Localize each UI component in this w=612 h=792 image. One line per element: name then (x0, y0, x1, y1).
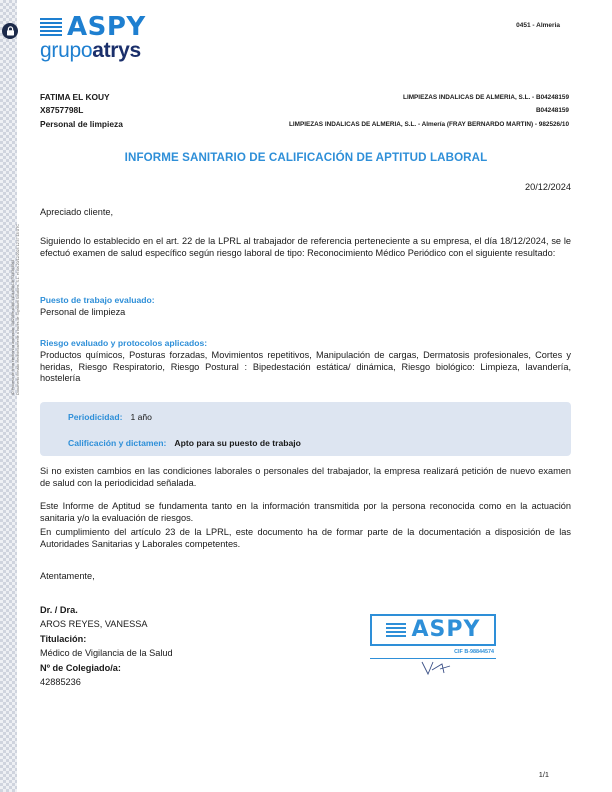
logo-group-prefix: grupo (40, 39, 93, 62)
risk-label: Riesgo evaluado y protocolos aplicados: (40, 338, 208, 348)
rating-label: Calificación y dictamen: (68, 438, 167, 448)
note-paragraph-1: Si no existen cambios en las condiciones laborales o personales del trabajador, la empresa realizará petición de nuevo examen de salud con la periodicidad señalada. (40, 466, 571, 488)
report-date: 20/12/2024 (525, 182, 571, 192)
logo-bars-icon (40, 18, 62, 36)
office-code: 0451 - Almeria (516, 22, 560, 29)
signature-process-id: ID Proceso de firma electrónica avanzada: 438235fe-a460-411d-b584-8f7f23f303063 (11, 259, 15, 395)
periodicity-row (68, 412, 152, 422)
risk-value: Productos químicos, Posturas forzadas, Movimientos repetitivos, Manipulación de cargas, Dermatosis profesionales, Cortes y heridas, Riesgo Respiratorio, Riesgo Postural : Bipedestación estática/ dinámica, Riesgo biológico: Limpieza, lavandería, hostelería (40, 350, 571, 384)
worker-position: Personal de limpieza (40, 118, 123, 129)
worker-info (40, 91, 123, 131)
company-line-1: LIMPIEZAS INDALICAS DE ALMERIA, S.L. - B04248159 (403, 94, 569, 101)
stamp-brand: ASPY (411, 617, 481, 642)
stamp-bars-icon (386, 623, 406, 637)
job-value: Personal de limpieza (40, 307, 126, 317)
company-stamp (370, 614, 496, 680)
worker-id: X8757798L (40, 105, 84, 116)
job-label: Puesto de trabajo evaluado: (40, 295, 155, 305)
periodicity-value: 1 año (130, 412, 152, 422)
signer-block (40, 603, 173, 689)
note-paragraph-3: En cumplimiento del artículo 23 de la LPRL, este documento ha de formar parte de la documentación a disposición de las Autoridades Sanitarias y Laborales competentes. (40, 527, 571, 549)
signer-degree-value: Médico de Vigilancia de la Salud (40, 648, 173, 659)
signer-college-label: Nº de Colegiado/a: (40, 662, 121, 673)
side-security-strip (0, 0, 17, 792)
greeting: Apreciado cliente, (40, 207, 114, 217)
periodicity-label: Periodicidad: (68, 412, 123, 422)
report-title: INFORME SANITARIO DE CALIFICACIÓN DE APTITUD LABORAL (124, 151, 488, 164)
page-number: 1/1 (538, 770, 549, 779)
closing: Atentamente, (40, 571, 95, 581)
rating-row (68, 438, 301, 448)
company-line-2: B04248159 (535, 107, 569, 115)
logo-group-name: atrys (92, 39, 141, 62)
result-box (40, 402, 571, 456)
logo-group (40, 40, 180, 62)
signature-provider-note: Documento firmado electrónicamente a través de Signaturit Solutions, S.L. el día 20/12/2024 12:47:18 UTC (16, 223, 20, 395)
intro-paragraph: Siguiendo lo establecido en el art. 22 de la LPRL al trabajador de referencia perteneciente a su empresa, el día 18/12/2024, se le efectuó examen de salud específico según riesgo laboral de tipo: Reconocimiento Médico Periódico con el siguiente resultado: (40, 236, 571, 258)
signer-name: AROS REYES, VANESSA (40, 619, 148, 630)
signer-college-value: 42885236 (40, 677, 81, 688)
rating-value: Apto para su puesto de trabajo (174, 438, 301, 448)
handwritten-signature (420, 658, 460, 678)
lock-icon[interactable] (2, 23, 18, 39)
company-info (289, 91, 569, 131)
note-paragraph-2: Este Informe de Aptitud se fundamenta tanto en la información transmitida por la persona reconocida como en la actuación sanitaria y/o la evaluación de riesgos. (40, 501, 571, 523)
worker-name: FATIMA EL KOUY (40, 92, 110, 102)
signer-title-label: Dr. / Dra. (40, 605, 78, 615)
stamp-logo-box (370, 614, 496, 646)
signer-degree-label: Titulación: (40, 633, 87, 644)
stamp-cif: CIF B-98844574 (454, 649, 494, 655)
aspy-logo (40, 12, 180, 65)
logo-brand: ASPY (67, 12, 146, 42)
company-line-3: LIMPIEZAS INDALICAS DE ALMERIA, S.L. - Almería (FRAY BERNARDO MARTIN) - 982526/10 (288, 120, 569, 128)
